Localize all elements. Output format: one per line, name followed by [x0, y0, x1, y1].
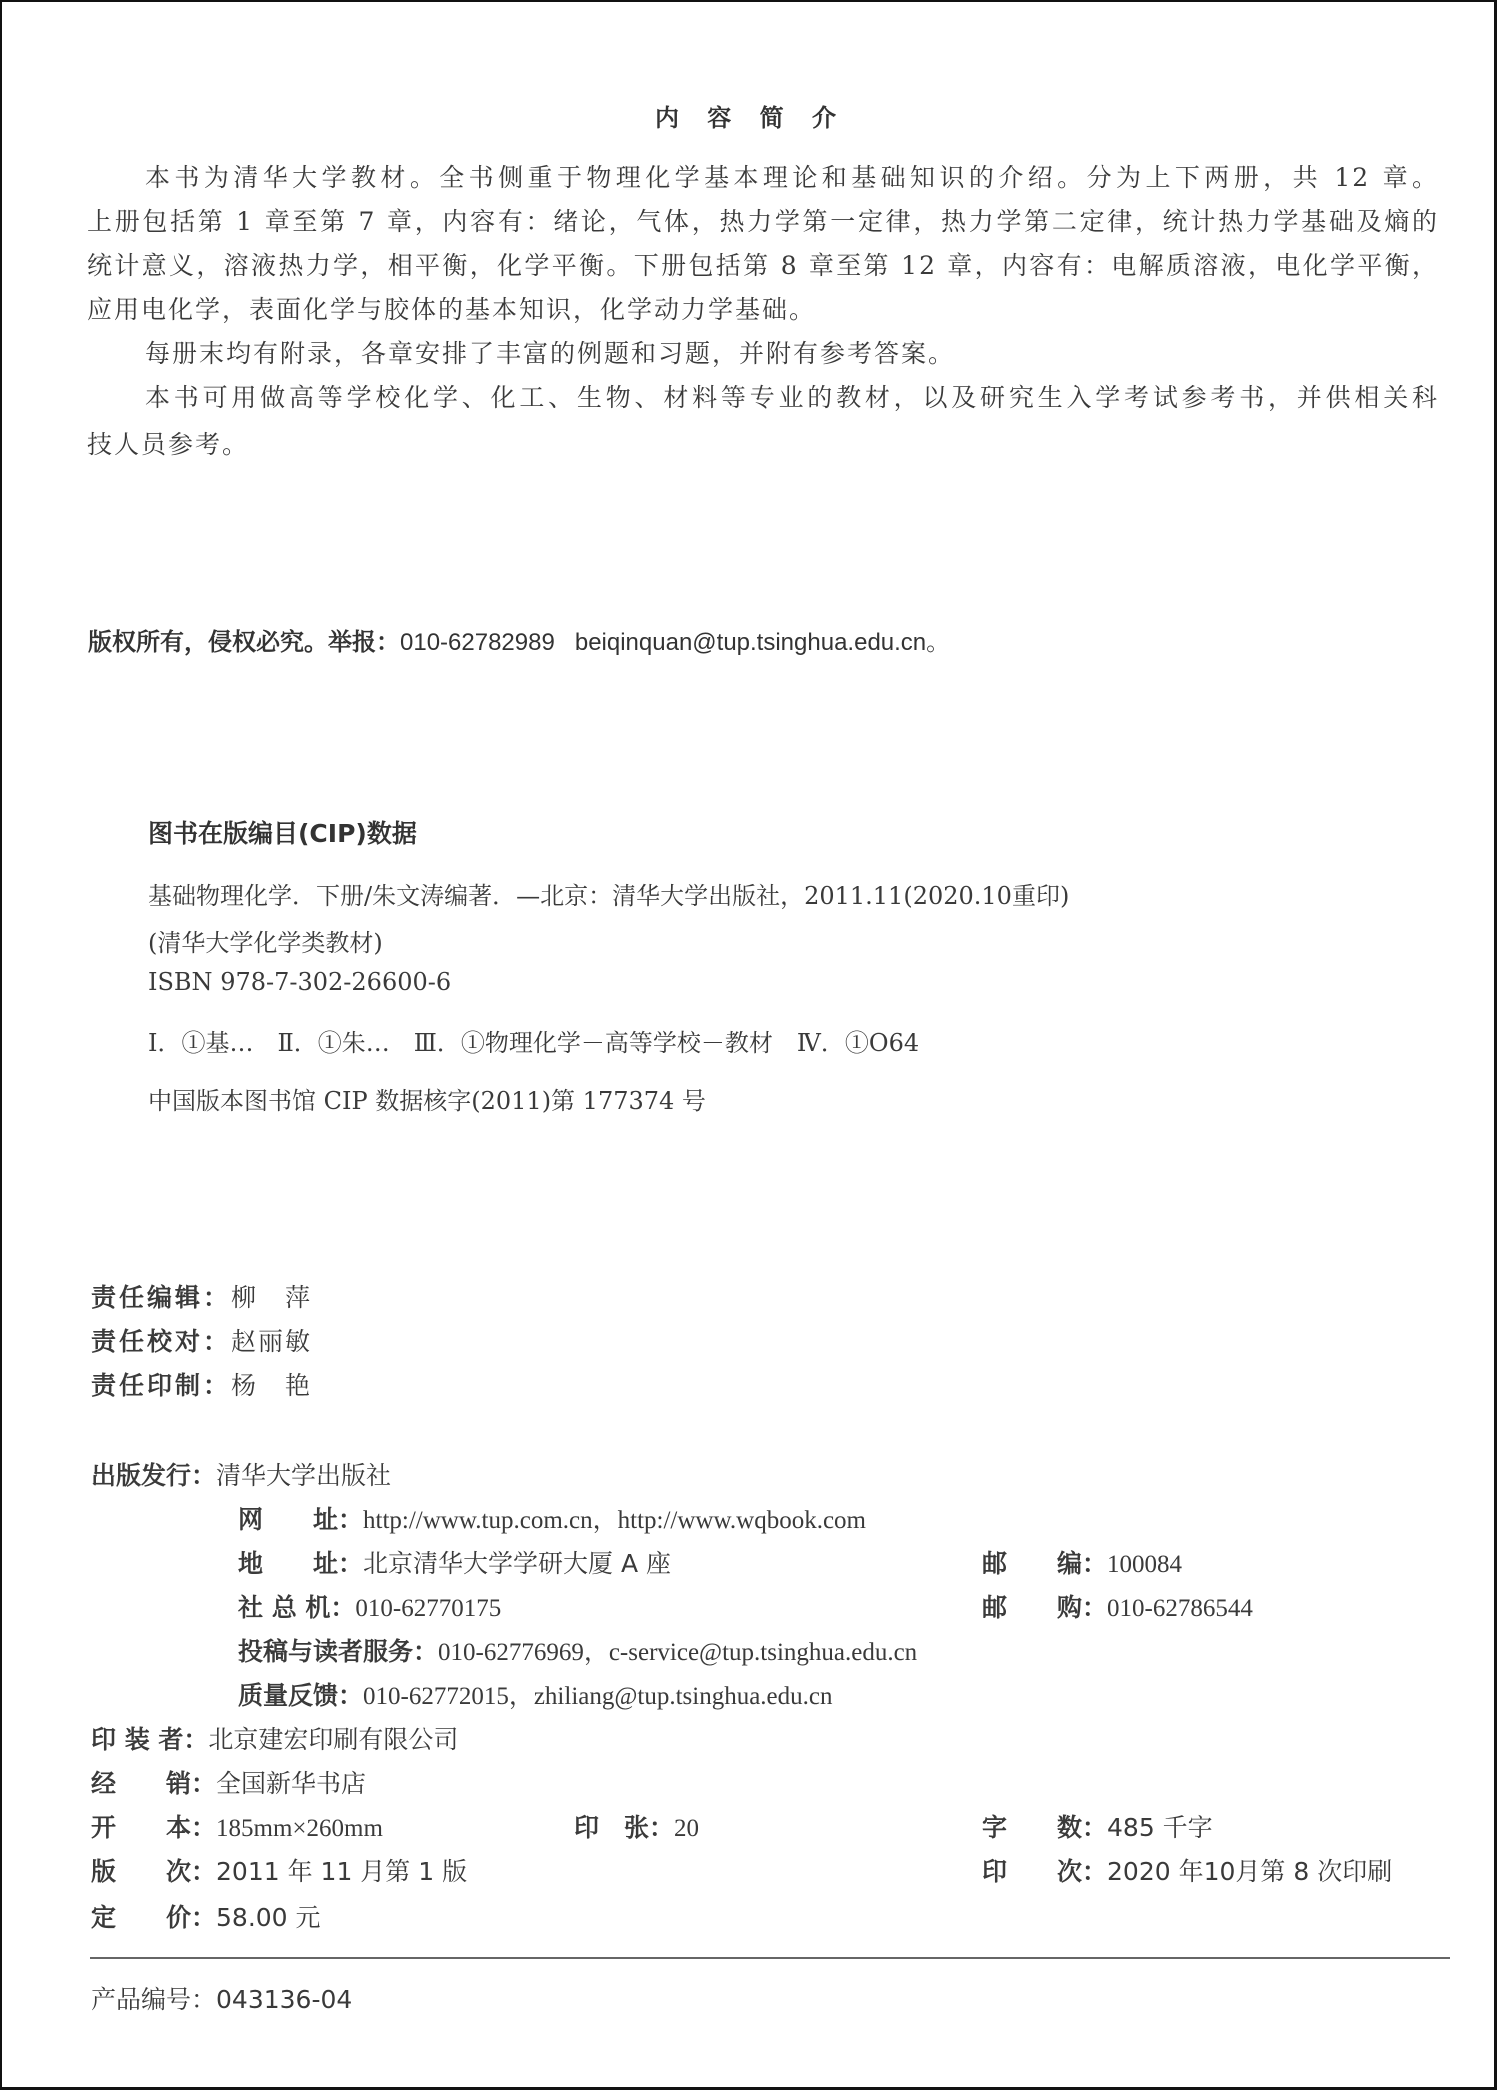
address-label: 地 址： [238, 1549, 364, 1578]
publisher-mail-order [982, 1588, 1253, 1624]
copyright-text: 版权所有，侵权必究。举报： [88, 629, 400, 656]
distributor-label: 经 销： [91, 1769, 217, 1798]
intro-line-7: 技人员参考。 [87, 430, 250, 459]
postcode-value: 100084 [1107, 1551, 1183, 1578]
mail-order-label: 邮 购： [982, 1593, 1108, 1622]
intro-line-5: 每册末均有附录，各章安排了丰富的例题和习题，并附有参考答案。 [145, 339, 956, 368]
word-count [982, 1808, 1213, 1844]
printer-value: 北京建宏印刷有限公司 [208, 1725, 459, 1754]
switchboard-label: 社 总 机： [238, 1593, 356, 1622]
product-number [91, 1980, 352, 2016]
feedback-value: 010-62772015，zhiliang@tup.tsinghua.edu.cn [363, 1683, 833, 1710]
credit-value: 赵丽敏 [231, 1327, 313, 1356]
report-phone: 010-62782989 [400, 629, 555, 656]
distributor-value: 全国新华书店 [216, 1769, 367, 1798]
credit-label: 责任校对： [91, 1327, 232, 1356]
credit-value: 杨 艳 [231, 1371, 313, 1400]
word-count-label: 字 数： [982, 1813, 1108, 1842]
sheets-label: 印 张： [574, 1813, 675, 1842]
publisher-submissions [238, 1632, 917, 1668]
credit-printing-manager [91, 1366, 312, 1402]
cip-series: (清华大学化学类教材) [148, 929, 383, 957]
publisher-address [238, 1544, 671, 1580]
publisher-label: 出版发行： [91, 1461, 217, 1490]
credit-proofreader [91, 1322, 312, 1358]
format-value: 185mm×260mm [216, 1815, 383, 1842]
publisher-switchboard [238, 1588, 501, 1624]
feedback-label: 质量反馈： [238, 1681, 364, 1710]
credit-editor [91, 1278, 312, 1314]
report-email: beiqinquan@tup.tsinghua.edu.cn。 [574, 629, 951, 656]
product-number-value: 043136-04 [216, 1985, 353, 2014]
intro-line-3: 统计意义，溶液热力学，相平衡，化学平衡。下册包括第 8 章至第 12 章，内容有：电解质溶液，电化学平衡， [87, 251, 1439, 280]
submissions-value: 010-62776969，c-service@tup.tsinghua.edu.cn [438, 1639, 918, 1666]
credit-label: 责任编辑： [91, 1283, 232, 1312]
cip-citation: 基础物理化学．下册/朱文涛编著．—北京：清华大学出版社，2011.11(2020.10重印) [148, 882, 1070, 910]
address-value: 北京清华大学学研大厦 A 座 [363, 1549, 672, 1578]
price [91, 1898, 321, 1934]
publisher-feedback [238, 1676, 833, 1712]
price-value: 58.00 元 [216, 1903, 321, 1932]
product-number-label: 产品编号： [91, 1985, 217, 2014]
publisher-value: 清华大学出版社 [216, 1461, 392, 1490]
cip-isbn: ISBN 978-7-302-26600-6 [148, 968, 452, 996]
copyright-notice [88, 622, 950, 657]
printer [91, 1720, 458, 1756]
distributor [91, 1764, 366, 1800]
cip-record-number: 中国版本图书馆 CIP 数据核字(2011)第 177374 号 [148, 1087, 706, 1115]
format-label: 开 本： [91, 1813, 217, 1842]
cip-heading: 图书在版编目(CIP)数据 [148, 819, 417, 848]
format [91, 1808, 383, 1844]
postcode-label: 邮 编： [982, 1549, 1108, 1578]
publisher-website [238, 1500, 866, 1536]
intro-line-1: 本书为清华大学教材。全书侧重于物理化学基本理论和基础知识的介绍。分为上下两册，共 12 章。 [145, 163, 1439, 192]
impression-value: 2020 年10月第 8 次印刷 [1107, 1857, 1393, 1886]
mail-order-value: 010-62786544 [1107, 1595, 1253, 1622]
edition-label: 版 次： [91, 1857, 217, 1886]
divider-line [90, 1957, 1450, 1959]
credit-label: 责任印制： [91, 1371, 232, 1400]
switchboard-value: 010-62770175 [355, 1595, 502, 1622]
website-label: 网 址： [238, 1505, 364, 1534]
intro-line-6: 本书可用做高等学校化学、化工、生物、材料等专业的教材，以及研究生入学考试参考书，并供相关科 [145, 383, 1439, 412]
edition-value: 2011 年 11 月第 1 版 [216, 1857, 468, 1886]
submissions-label: 投稿与读者服务： [238, 1637, 439, 1666]
publisher-postcode [982, 1544, 1182, 1580]
sheets-value: 20 [674, 1815, 700, 1842]
printer-label: 印 装 者： [91, 1725, 209, 1754]
impression-label: 印 次： [982, 1857, 1108, 1886]
intro-line-4: 应用电化学，表面化学与胶体的基本知识，化学动力学基础。 [87, 295, 817, 324]
intro-title: 内 容 简 介 [654, 103, 847, 132]
website-value: http://www.tup.com.cn，http://www.wqbook.com [363, 1507, 866, 1534]
cip-classification: Ⅰ．①基… Ⅱ．①朱… Ⅲ．①物理化学－高等学校－教材 Ⅳ．①O64 [148, 1029, 920, 1057]
impression [982, 1852, 1392, 1888]
credit-value: 柳 萍 [231, 1283, 313, 1312]
publisher [91, 1456, 391, 1492]
printed-sheets [574, 1808, 699, 1844]
intro-line-2: 上册包括第 1 章至第 7 章，内容有：绪论，气体，热力学第一定律，热力学第二定律，统计热力学基础及熵的 [87, 207, 1439, 236]
edition [91, 1852, 467, 1888]
word-count-value: 485 千字 [1107, 1813, 1213, 1842]
price-label: 定 价： [91, 1903, 217, 1932]
